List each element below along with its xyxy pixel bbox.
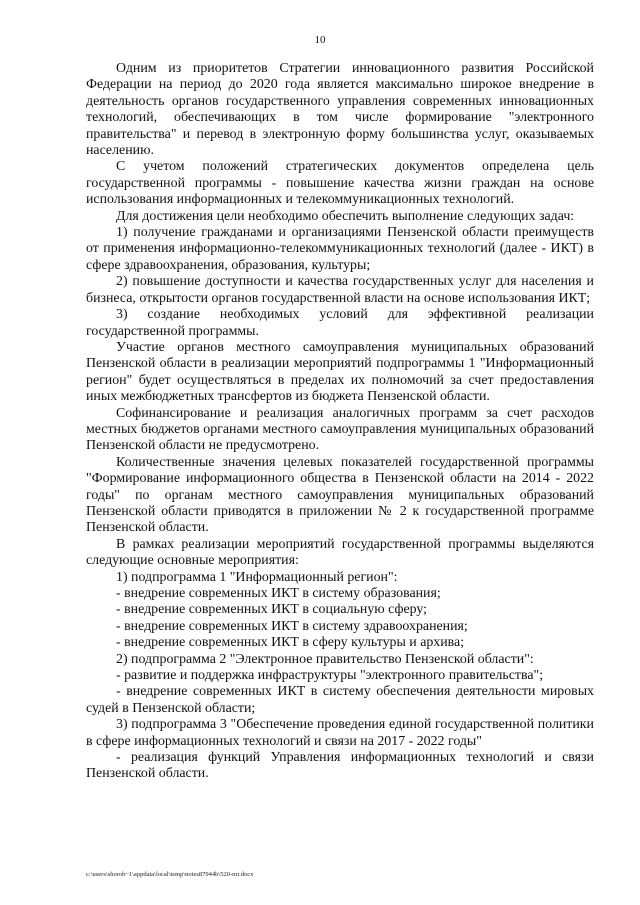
page-number: 10 [314, 34, 326, 46]
list-item: - внедрение современных ИКТ в систему образования; [116, 586, 441, 601]
paragraph-task-1: 1) получение гражданами и организациями Пензенской области преимуществ от применения информационно-телекоммуникационных технологий (далее - ИКТ) в сфере здравоохранения, образования, культуры; [86, 225, 594, 273]
paragraph-main-activities-intro: В рамках реализации мероприятий государственной программы выделяются следующие основные мероприятия: [86, 536, 594, 569]
list-item: - внедрение современных ИКТ в социальную сферу; [116, 602, 428, 618]
list-item: - внедрение современных ИКТ в систему обеспечения деятельности мировых судей в Пензенской области; [86, 684, 594, 716]
list-item: - реализация функций Управления информационных технологий и связи Пензенской области. [86, 750, 594, 782]
footer-file-path: c:\users\shorob~1\appdata\local\temp\notes87944b\520-пп.docx [86, 871, 254, 878]
paragraph-task-2: 2) повышение доступности и качества государственных услуг для населения и бизнеса, открытости органов государственной власти на основе использования ИКТ; [86, 274, 594, 306]
paragraph-subprogram-3: 3) подпрограмма 3 "Обеспечение проведения единой государственной политики в сфере информационных технологий и связи на 2017 - 2022 годы" [86, 717, 594, 749]
paragraph-task-3: 3) создание необходимых условий для эффективной реализации государственной программы. [86, 307, 594, 339]
list-item: - внедрение современных ИКТ в сферу культуры и архива; [116, 635, 465, 651]
paragraph-program-goal: С учетом положений стратегических документов определена цель государственной программы - повышение качества жизни граждан на основе использования информационных и телекоммуникационных технологий. [86, 159, 594, 208]
list-item: - внедрение современных ИКТ в систему здравоохранения; [116, 618, 468, 634]
paragraph-target-indicators: Количественные значения целевых показателей государственной программы "Формирование информационного общества в Пензенской области на 2014 - 2022 годы" по органам местного самоуправления муниципальных образований Пензенской области приводятся в приложении № 2 к государственной программе Пензенской области. [86, 454, 594, 536]
paragraph-tasks-intro: Для достижения цели необходимо обеспечить выполнение следующих задач: [116, 208, 575, 224]
paragraph-subprogram-2: 2) подпрограмма 2 "Электронное правительство Пензенской области": [116, 651, 534, 667]
paragraph-local-government-participation: Участие органов местного самоуправления муниципальных образований Пензенской области в реализации мероприятий подпрограммы 1 "Информационный регион" будет осуществляться в пределах их полномочий за счет предоставления иных межбюджетных трансфертов из бюджета Пензенской области. [86, 339, 594, 405]
paragraph-cofinancing: Софинансирование и реализация аналогичных программ за счет расходов местных бюджетов органами местного самоуправления муниципальных образований Пензенской области не предусмотрено. [86, 405, 594, 454]
document-body [86, 61, 594, 783]
list-item: - развитие и поддержка инфраструктуры "электронного правительства"; [116, 668, 544, 684]
paragraph-subprogram-1: 1) подпрограмма 1 "Информационный регион": [116, 569, 398, 585]
paragraph-priorities: Одним из приоритетов Стратегии инновационного развития Российской Федерации на период до 2020 года является максимально широкое внедрение в деятельность органов государственного управления современных инновационных технологий, обеспечивающих в том числе формирование "электронного правительства" и перевод в электронную форму большинства услуг, оказываемых населению. [86, 61, 594, 159]
